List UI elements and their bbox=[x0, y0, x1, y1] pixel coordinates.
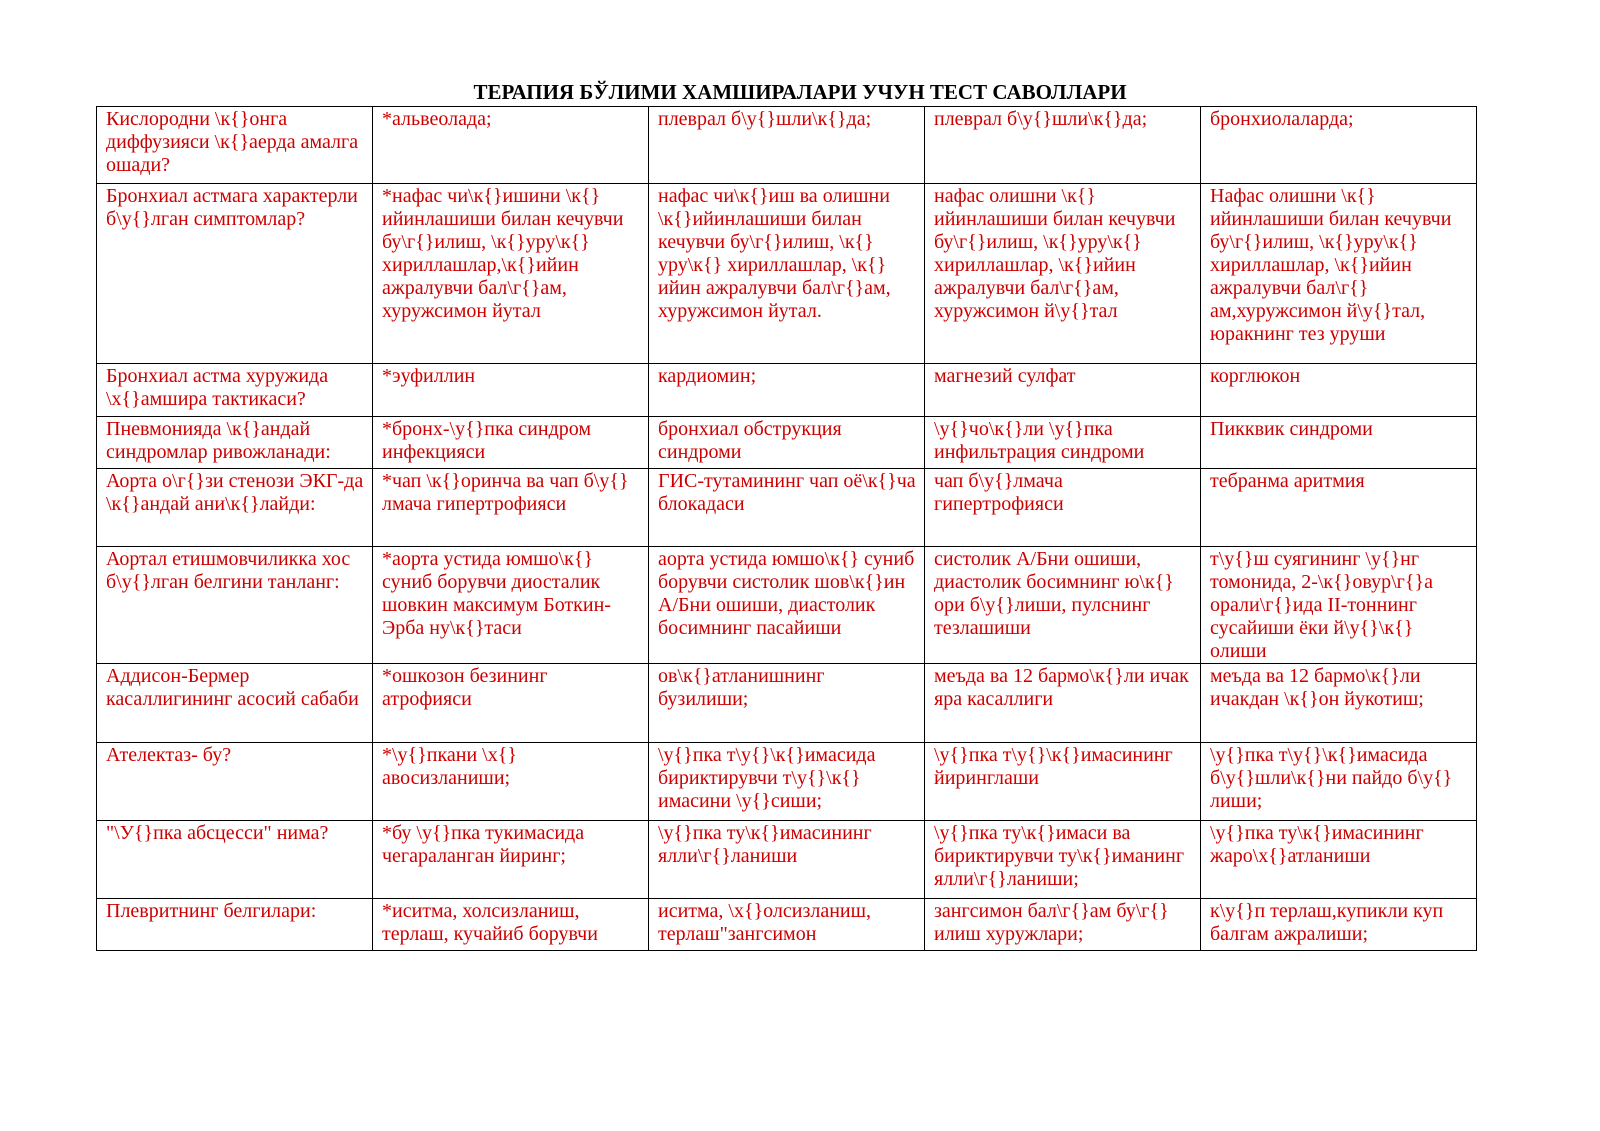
answer-cell: \у{}пка т\у{}\к{}имасида бириктирувчи т\у{}\к{}имасини \у{}сиши; bbox=[649, 743, 925, 821]
answer-cell: бронхиолаларда; bbox=[1201, 107, 1477, 184]
table-row bbox=[97, 364, 1477, 417]
page-title: ТЕРАПИЯ БЎЛИМИ ХАМШИРАЛАРИ УЧУН ТЕСТ САВОЛЛАРИ bbox=[473, 80, 1127, 104]
table-row bbox=[97, 469, 1477, 547]
answer-cell-correct: *бу \у{}пка тукимасида чегараланган йиринг; bbox=[373, 821, 649, 899]
answer-cell: зангсимон бал\г{}ам бу\г{}илиш хуружлари; bbox=[925, 899, 1201, 951]
table-row bbox=[97, 743, 1477, 821]
answer-cell: ов\к{}атланишнинг бузилиши; bbox=[649, 664, 925, 743]
answer-cell-correct: *ошкозон безининг атрофияси bbox=[373, 664, 649, 743]
answer-cell: \у{}пка ту\к{}имасининг ялли\г{}ланиши bbox=[649, 821, 925, 899]
answer-cell: бронхиал обструкция синдроми bbox=[649, 417, 925, 469]
table-row bbox=[97, 899, 1477, 951]
table-row bbox=[97, 417, 1477, 469]
answer-cell-correct: *иситма, холсизланиш, терлаш, кучайиб борувчи bbox=[373, 899, 649, 951]
answer-cell: кардиомин; bbox=[649, 364, 925, 417]
question-cell: Бронхиал астма хуружида \х{}амшира тактикаси? bbox=[97, 364, 373, 417]
answer-cell: \у{}чо\к{}ли \у{}пка инфильтрация синдроми bbox=[925, 417, 1201, 469]
answer-cell-correct: *нафас чи\к{}ишини \к{}ийинлашиши билан кечувчи бу\г{}илиш, \к{}уру\к{} хириллашлар,\к{}ийин ажралувчи бал\г{}ам, хуружсимон йутал bbox=[373, 184, 649, 364]
answer-cell: \у{}пка т\у{}\к{}имасида б\у{}шли\к{}ни пайдо б\у{}лиши; bbox=[1201, 743, 1477, 821]
answer-cell: меъда ва 12 бармо\к{}ли ичакдан \к{}он йукотиш; bbox=[1201, 664, 1477, 743]
question-cell: Кислородни \к{}онга диффузияси \к{}аерда амалга ошади? bbox=[97, 107, 373, 184]
answer-cell-correct: *аорта устида юмшо\к{} суниб борувчи диосталик шовкин максимум Боткин-Эрба ну\к{}таси bbox=[373, 547, 649, 664]
question-cell: "\У{}пка абсцесси" нима? bbox=[97, 821, 373, 899]
answer-cell: чап б\у{}лмача гипертрофияси bbox=[925, 469, 1201, 547]
answer-cell: т\у{}ш суягининг \у{}нг томонида, 2-\к{}овур\г{}а орали\г{}ида II-тоннинг сусайиши ёки й\у{}\к{}олиши bbox=[1201, 547, 1477, 664]
answer-cell: плеврал б\у{}шли\к{}да; bbox=[925, 107, 1201, 184]
answer-cell: нафас олишни \к{}ийинлашиши билан кечувчи бу\г{}илиш, \к{}уру\к{} хириллашлар, \к{}ийин ажралувчи бал\г{}ам, хуружсимон й\у{}тал bbox=[925, 184, 1201, 364]
answer-cell-correct: *эуфиллин bbox=[373, 364, 649, 417]
answer-cell: к\у{}п терлаш,купикли куп балгам ажралиши; bbox=[1201, 899, 1477, 951]
table-row bbox=[97, 184, 1477, 364]
question-cell: Плевритнинг белгилари: bbox=[97, 899, 373, 951]
answer-cell: Пикквик синдроми bbox=[1201, 417, 1477, 469]
question-cell: Аорта о\г{}зи стенози ЭКГ-да \к{}андай ани\к{}лайди: bbox=[97, 469, 373, 547]
table-row bbox=[97, 664, 1477, 743]
answer-cell: аорта устида юмшо\к{} суниб борувчи систолик шов\к{}ин А/Бни ошиши, диастолик босимнинг пасайиши bbox=[649, 547, 925, 664]
answer-cell: иситма, \х{}олсизланиш, терлаш"зангсимон bbox=[649, 899, 925, 951]
answer-cell: корглюкон bbox=[1201, 364, 1477, 417]
answer-cell: магнезий сулфат bbox=[925, 364, 1201, 417]
answer-cell: ГИС-тутамининг чап оё\к{}ча блокадаси bbox=[649, 469, 925, 547]
answer-cell: \у{}пка ту\к{}имаси ва бириктирувчи ту\к{}иманинг ялли\г{}ланиши; bbox=[925, 821, 1201, 899]
question-cell: Бронхиал астмага характерли б\у{}лган симптомлар? bbox=[97, 184, 373, 364]
answer-cell-correct: *\у{}пкани \х{}авосизланиши; bbox=[373, 743, 649, 821]
answer-cell: \у{}пка ту\к{}имасининг жаро\х{}атланиши bbox=[1201, 821, 1477, 899]
table-row bbox=[97, 821, 1477, 899]
answer-cell: меъда ва 12 бармо\к{}ли ичак яра касаллиги bbox=[925, 664, 1201, 743]
answer-cell: нафас чи\к{}иш ва олишни \к{}ийинлашиши билан кечувчи бу\г{}илиш, \к{}уру\к{} хириллашлар, \к{}ийин ажралувчи бал\г{}ам, хуружсимон йутал. bbox=[649, 184, 925, 364]
test-questions-table bbox=[96, 106, 1477, 951]
answer-cell: систолик А/Бни ошиши, диастолик босимнинг ю\к{}ори б\у{}лиши, пулснинг тезлашиши bbox=[925, 547, 1201, 664]
question-cell: Аортал етишмовчиликка хос б\у{}лган белгини танланг: bbox=[97, 547, 373, 664]
table-row bbox=[97, 107, 1477, 184]
answer-cell-correct: *альвеолада; bbox=[373, 107, 649, 184]
answer-cell: плеврал б\у{}шли\к{}да; bbox=[649, 107, 925, 184]
question-cell: Пневмонияда \к{}андай синдромлар ривожланади: bbox=[97, 417, 373, 469]
answer-cell-correct: *чап \к{}оринча ва чап б\у{}лмача гипертрофияси bbox=[373, 469, 649, 547]
answer-cell-correct: *бронх-\у{}пка синдром инфекцияси bbox=[373, 417, 649, 469]
answer-cell: тебранма аритмия bbox=[1201, 469, 1477, 547]
question-cell: Аддисон-Бермер касаллигининг асосий сабаби bbox=[97, 664, 373, 743]
answer-cell: \у{}пка т\у{}\к{}имасининг йиринглаши bbox=[925, 743, 1201, 821]
table-row bbox=[97, 547, 1477, 664]
answer-cell: Нафас олишни \к{}ийинлашиши билан кечувчи бу\г{}илиш, \к{}уру\к{} хириллашлар, \к{}ийин ажралувчи бал\г{}ам,хуружсимон й\у{}тал, юракнинг тез уруши bbox=[1201, 184, 1477, 364]
question-cell: Ателектаз- бу? bbox=[97, 743, 373, 821]
